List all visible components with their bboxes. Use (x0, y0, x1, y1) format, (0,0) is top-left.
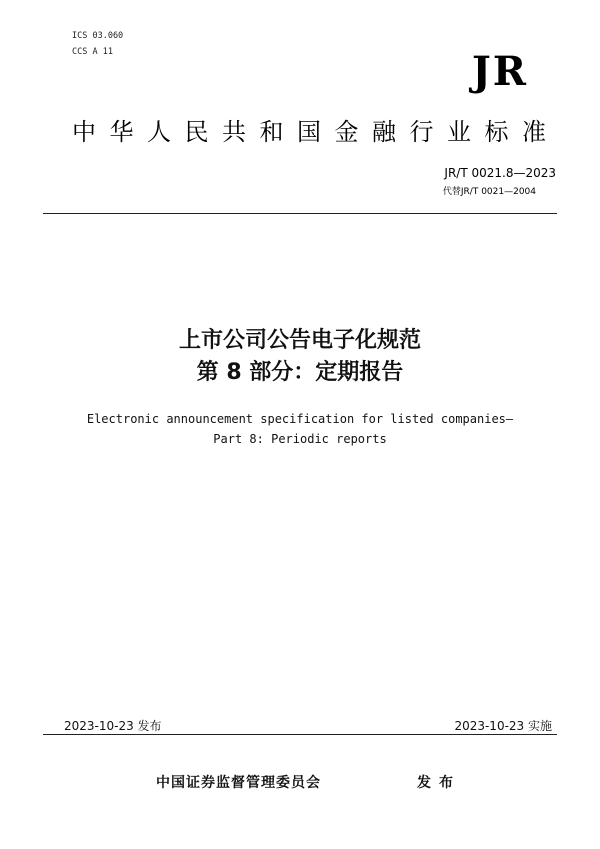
top-divider (43, 213, 557, 214)
document-title-en-line2: Part 8: Periodic reports (213, 432, 387, 446)
document-title-zh-line1: 上市公司公告电子化规范 (178, 328, 421, 353)
implementation-date: 2023-10-23 实施 (454, 719, 552, 733)
standard-number: JR/T 0021.8—2023 (444, 166, 556, 180)
issue-label: 发布 (417, 775, 461, 791)
issue-date: 2023-10-23 发布 (64, 719, 162, 733)
issuing-authority: 中国证券监督管理委员会 (156, 775, 321, 791)
ics-code: ICS 03.060 (72, 31, 124, 41)
document-title-zh-line2: 第 8 部分：定期报告 (196, 360, 404, 385)
standard-category-title: 中华人民共和国金融行业标准 (72, 118, 546, 146)
jr-logo: JR (471, 48, 528, 95)
replaced-standard: 代替JR/T 0021—2004 (442, 187, 536, 197)
document-title-en-line1: Electronic announcement specification for listed companies— (86, 412, 514, 426)
ccs-code: CCS A 11 (72, 47, 113, 57)
bottom-divider (43, 734, 557, 735)
